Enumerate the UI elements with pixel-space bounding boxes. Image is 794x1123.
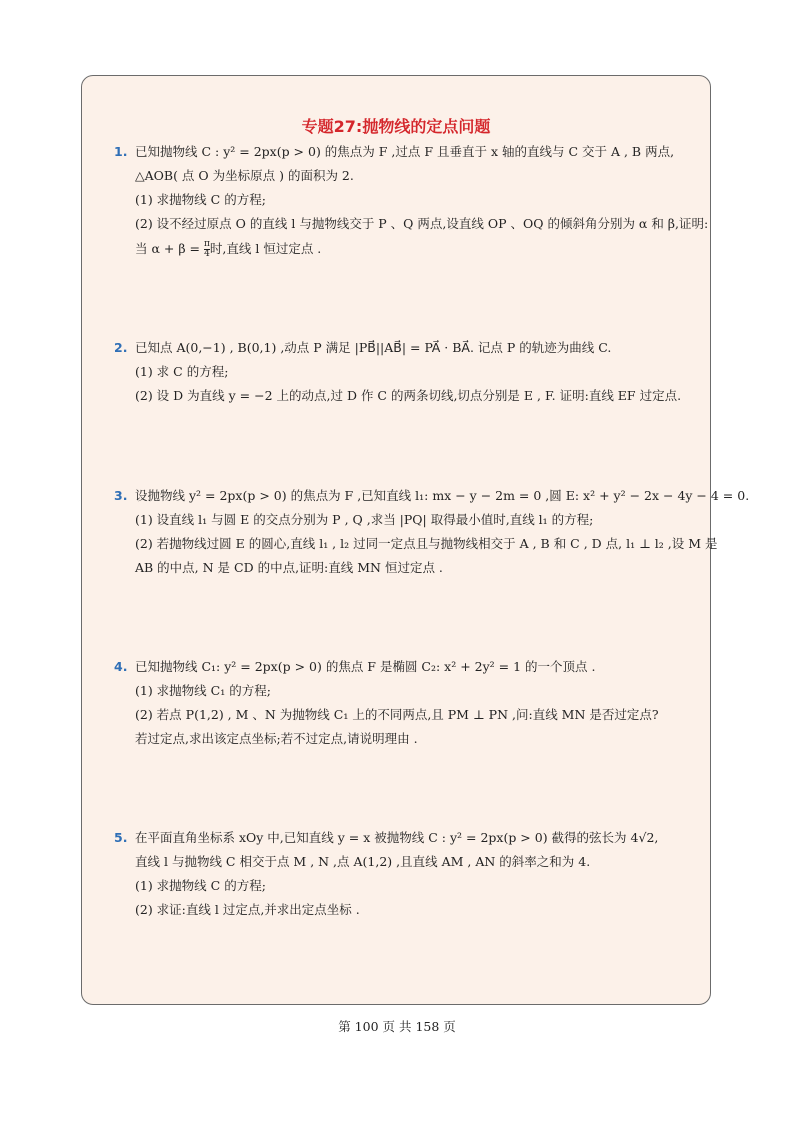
problem-line: 已知抛物线 C : y² = 2px(p > 0) 的焦点为 F ,过点 F 且垂直于 x 轴的直线与 C 交于 A , B 两点, <box>135 144 675 159</box>
problem-line: 已知抛物线 C₁: y² = 2px(p > 0) 的焦点 F 是椭圆 C₂: x² + 2y² = 1 的一个顶点 . <box>135 659 596 674</box>
problem-line: (1) 设直线 l₁ 与圆 E 的交点分别为 P , Q ,求当 |PQ| 取得最小值时,直线 l₁ 的方程; <box>135 512 594 527</box>
fraction-denominator: 4 <box>204 249 210 259</box>
problem-line: 在平面直角坐标系 xOy 中,已知直线 y = x 被抛物线 C : y² = 2px(p > 0) 截得的弦长为 4√2, <box>135 830 659 845</box>
problem-number: 1. <box>114 144 128 159</box>
problem-number: 2. <box>114 340 128 355</box>
problem-number: 4. <box>114 659 128 674</box>
problem-number: 3. <box>114 488 128 503</box>
problem-line: (1) 求抛物线 C₁ 的方程; <box>135 683 271 698</box>
problem-line: (2) 若点 P(1,2) , M 、N 为抛物线 C₁ 上的不同两点,且 PM ⊥ PN ,问:直线 MN 是否过定点? <box>135 707 659 722</box>
page-footer: 第 100 页 共 158 页 <box>338 1019 456 1034</box>
problem-line: 若过定点,求出该定点坐标;若不过定点,请说明理由 . <box>135 731 418 746</box>
problem-number: 5. <box>114 830 128 845</box>
problem-line: 直线 l 与抛物线 C 相交于点 M , N ,点 A(1,2) ,且直线 AM , AN 的斜率之和为 4. <box>135 854 591 869</box>
problem-line-with-fraction <box>135 240 321 259</box>
problem-line-text: 时,直线 l 恒过定点 . <box>209 241 322 256</box>
problem-line: △AOB( 点 O 为坐标原点 ) 的面积为 2. <box>135 168 354 183</box>
problem-line: (2) 求证:直线 l 过定点,并求出定点坐标 . <box>135 902 360 917</box>
problem-line: (2) 设 D 为直线 y = −2 上的动点,过 D 作 C 的两条切线,切点分别是 E , F. 证明:直线 EF 过定点. <box>135 388 682 403</box>
page-title: 专题27:抛物线的定点问题 <box>301 117 491 136</box>
problem-line: (1) 求抛物线 C 的方程; <box>135 878 266 893</box>
problem-line: (2) 设不经过原点 O 的直线 l 与抛物线交于 P 、Q 两点,设直线 OP 、OQ 的倾斜角分别为 α 和 β,证明: <box>135 216 709 231</box>
problem-line: (2) 若抛物线过圆 E 的圆心,直线 l₁ , l₂ 过同一定点且与抛物线相交于 A , B 和 C , D 点, l₁ ⊥ l₂ ,设 M 是 <box>135 536 718 551</box>
problem-line: AB 的中点, N 是 CD 的中点,证明:直线 MN 恒过定点 . <box>135 560 443 575</box>
problem-line: 设抛物线 y² = 2px(p > 0) 的焦点为 F ,已知直线 l₁: mx − y − 2m = 0 ,圆 E: x² + y² − 2x − 4y − 4 = 0. <box>135 488 750 503</box>
content-card <box>81 75 750 1005</box>
problem-line: (1) 求 C 的方程; <box>135 364 229 379</box>
fraction-numerator: π <box>203 239 210 249</box>
problem-line: 已知点 A(0,−1) , B(0,1) ,动点 P 满足 |PB⃗||AB⃗| = PA⃗ · BA⃗. 记点 P 的轨迹为曲线 C. <box>135 340 612 355</box>
problem-line: (1) 求抛物线 C 的方程; <box>135 192 266 207</box>
problem-line-text: 当 α + β = <box>135 241 204 256</box>
